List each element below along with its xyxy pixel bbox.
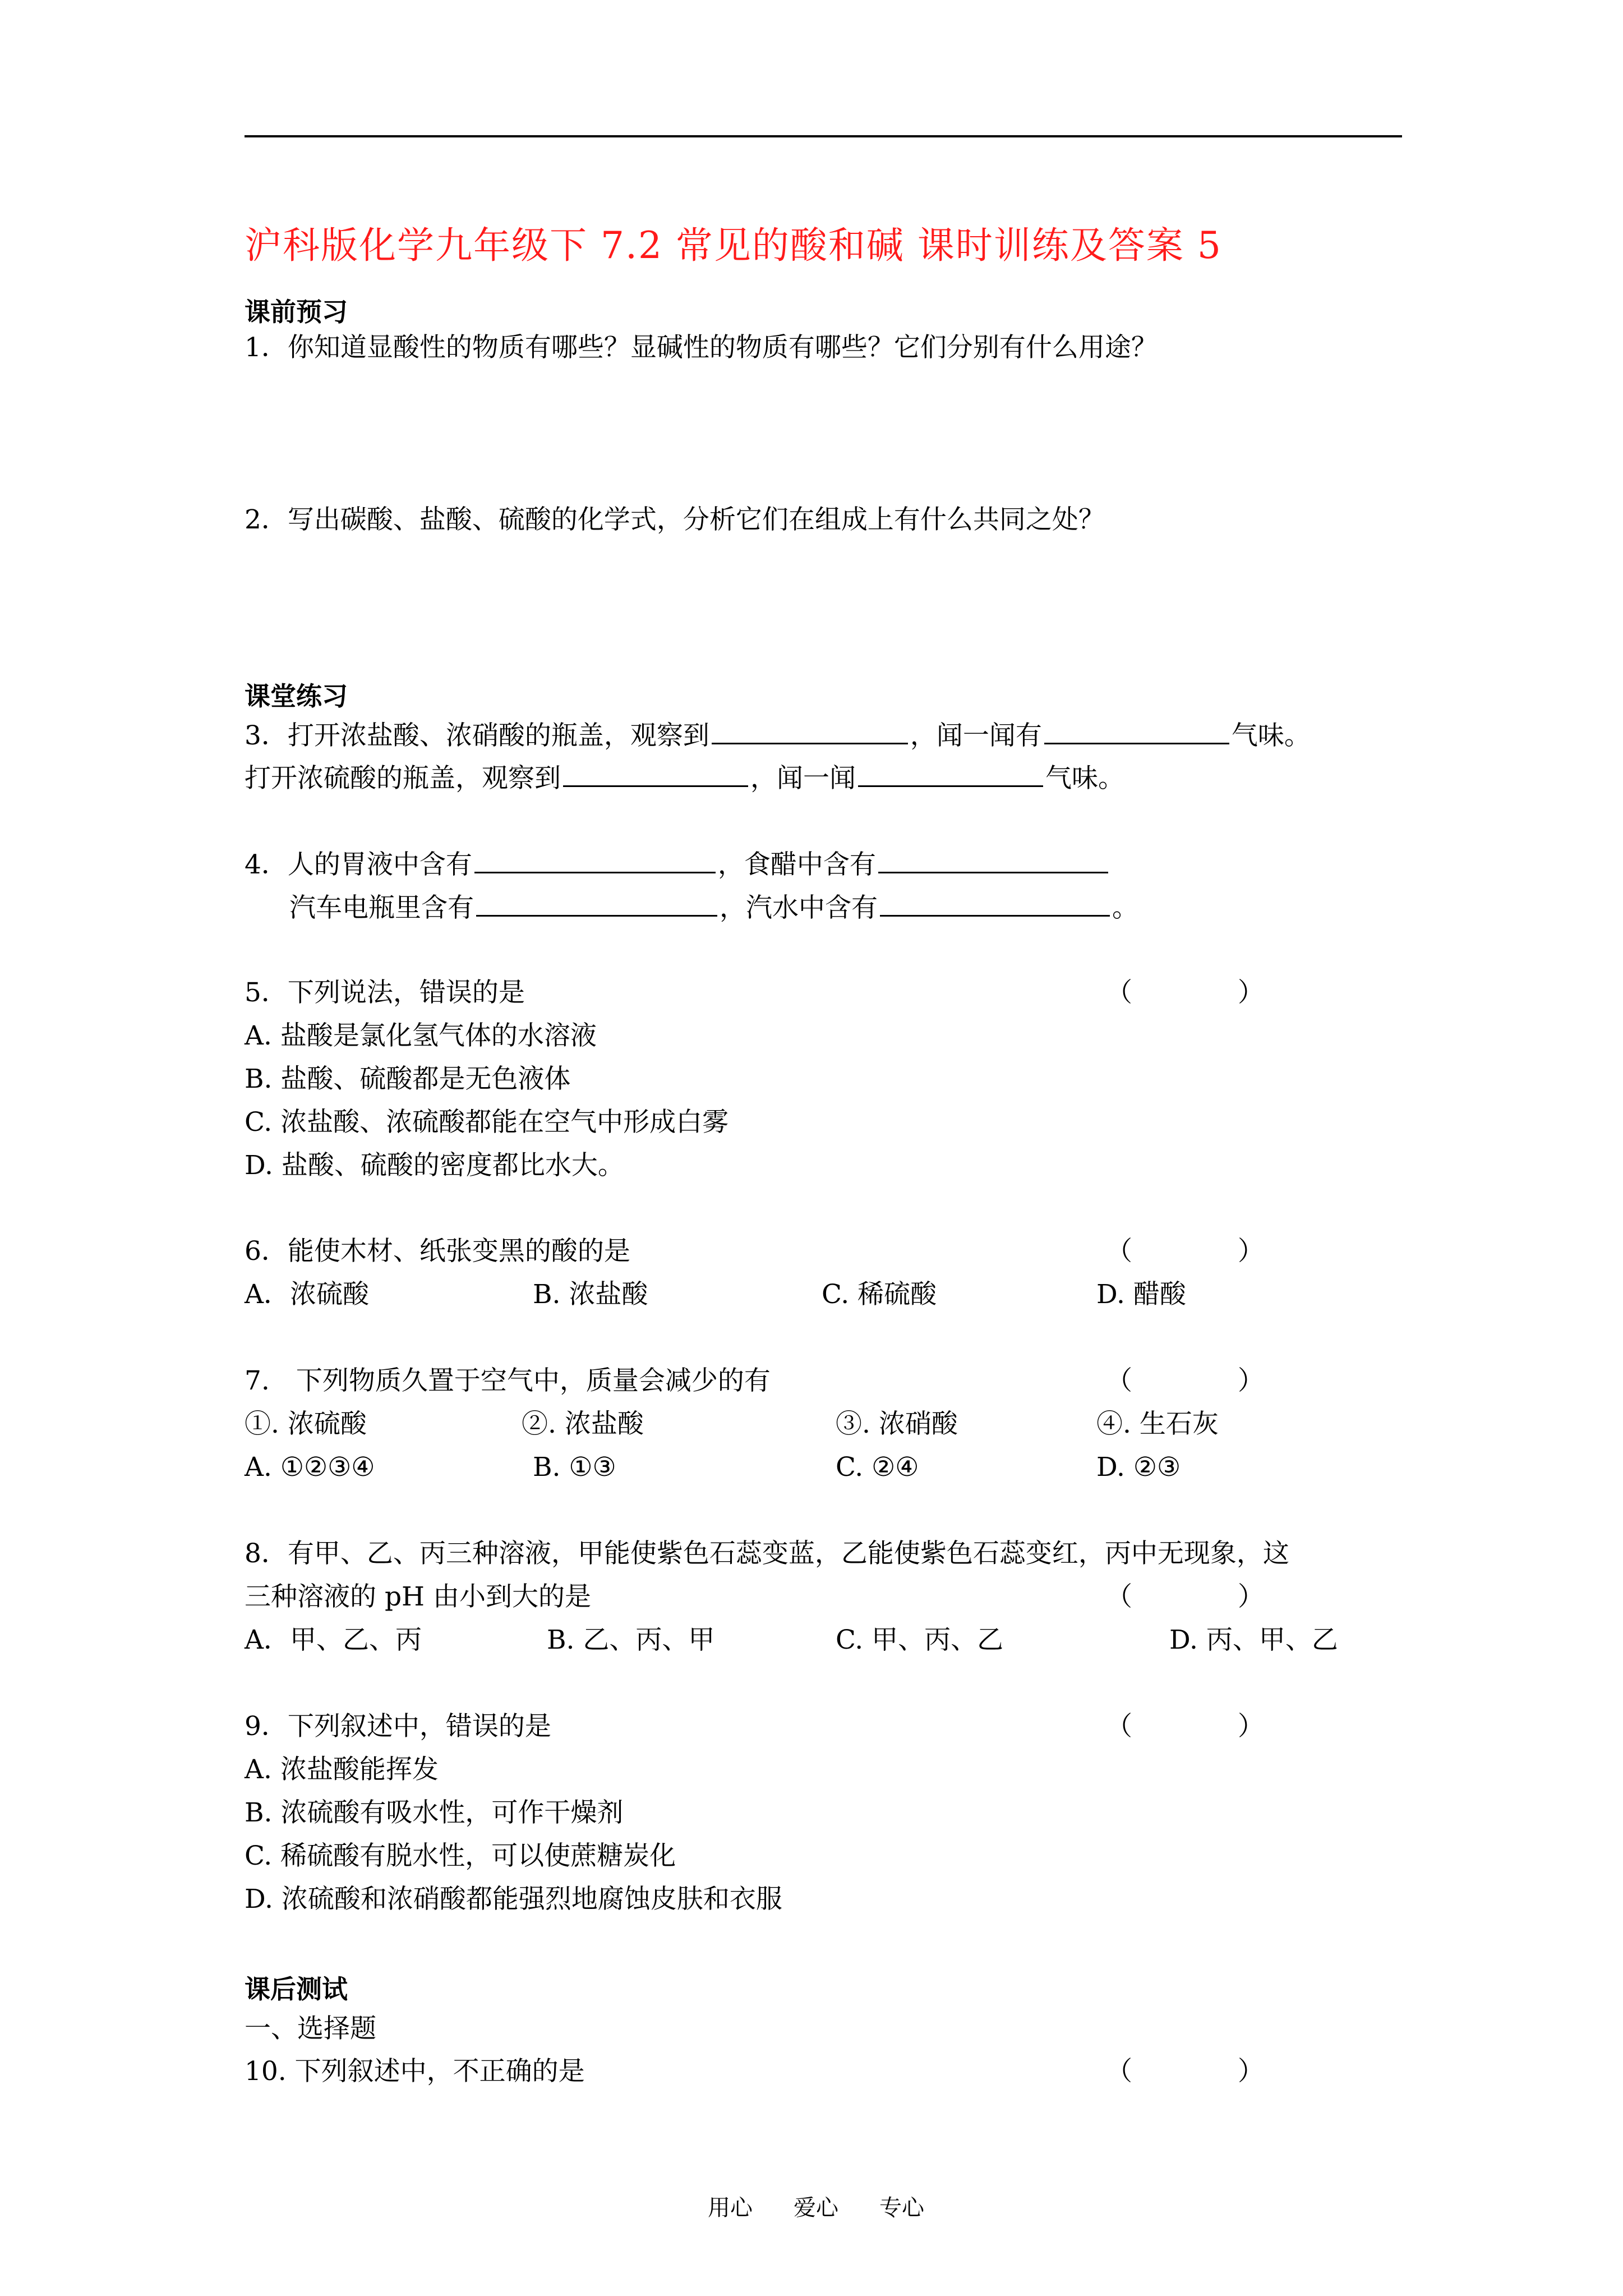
question-3-line-1 bbox=[245, 718, 1311, 753]
q3-text-e: ，闻一闻 bbox=[750, 763, 856, 794]
q8-option-a: A．甲、乙、丙 bbox=[245, 1625, 422, 1655]
question-4-line-2 bbox=[289, 890, 1138, 925]
q4-text-e: 。 bbox=[1112, 892, 1138, 923]
q9-option-d: D. 浓硫酸和浓硝酸都能强烈地腐蚀皮肤和衣服 bbox=[245, 1884, 782, 1915]
q6-answer-paren[interactable]: （ ） bbox=[1106, 1236, 1264, 1267]
q3-text-a: 3．打开浓盐酸、浓硝酸的瓶盖，观察到 bbox=[245, 720, 709, 751]
question-7-stem: 7. 下列物质久置于空气中，质量会减少的有 bbox=[245, 1365, 771, 1396]
q6-option-c: C. 稀硫酸 bbox=[822, 1279, 937, 1310]
q7-item-2: ②. 浓盐酸 bbox=[522, 1409, 644, 1439]
q7-option-a: A. ①②③④ bbox=[245, 1452, 375, 1483]
q8-option-c: C. 甲、丙、乙 bbox=[836, 1625, 1004, 1655]
footer-word-3: 专心 bbox=[879, 2195, 924, 2221]
q5-option-b: B. 盐酸、硫酸都是无色液体 bbox=[245, 1064, 571, 1094]
question-1: 1．你知道显酸性的物质有哪些？显碱性的物质有哪些？它们分别有什么用途？ bbox=[245, 332, 1158, 363]
q4-blank-1[interactable] bbox=[474, 847, 716, 873]
q8-answer-paren[interactable]: （ ） bbox=[1106, 1581, 1264, 1612]
q3-blank-3[interactable] bbox=[563, 761, 748, 787]
q3-blank-2[interactable] bbox=[1044, 718, 1229, 744]
q6-option-d: D. 醋酸 bbox=[1096, 1279, 1186, 1310]
question-8-line-1: 8．有甲、乙、丙三种溶液，甲能使紫色石蕊变蓝，乙能使紫色石蕊变红，丙中无现象，这 bbox=[245, 1538, 1289, 1569]
question-8-line-2: 三种溶液的 pH 由小到大的是 bbox=[245, 1581, 591, 1612]
q5-option-a: A. 盐酸是氯化氢气体的水溶液 bbox=[245, 1020, 597, 1051]
q3-text-f: 气味。 bbox=[1045, 763, 1124, 794]
q10-answer-paren[interactable]: （ ） bbox=[1106, 2056, 1264, 2087]
section-post-heading: 课后测试 bbox=[245, 1974, 348, 2004]
q6-option-b: B. 浓盐酸 bbox=[533, 1279, 648, 1310]
q4-text-b: ，食醋中含有 bbox=[717, 849, 876, 880]
question-10-stem: 10. 下列叙述中，不正确的是 bbox=[245, 2056, 585, 2087]
q3-text-d: 打开浓硫酸的瓶盖，观察到 bbox=[245, 763, 561, 794]
q3-blank-1[interactable] bbox=[712, 718, 908, 744]
footer-word-1: 用心 bbox=[708, 2195, 753, 2221]
q9-option-a: A. 浓盐酸能挥发 bbox=[245, 1754, 439, 1785]
q3-blank-4[interactable] bbox=[858, 761, 1043, 787]
section-pre-heading: 课前预习 bbox=[245, 297, 348, 327]
q9-option-c: C. 稀硫酸有脱水性，可以使蔗糖炭化 bbox=[245, 1841, 676, 1871]
page-title: 沪科版化学九年级下 7.2 常见的酸和碱 课时训练及答案 5 bbox=[245, 224, 1222, 267]
q7-item-3: ③. 浓硝酸 bbox=[836, 1409, 958, 1439]
question-2: 2．写出碳酸、盐酸、硫酸的化学式，分析它们在组成上有什么共同之处？ bbox=[245, 504, 1105, 535]
q5-option-c: C. 浓盐酸、浓硫酸都能在空气中形成白雾 bbox=[245, 1107, 729, 1138]
q3-text-c: 气味。 bbox=[1231, 720, 1311, 751]
header-rule bbox=[245, 135, 1402, 137]
question-3-line-2 bbox=[245, 761, 1124, 795]
question-4-line-1 bbox=[245, 847, 1110, 882]
q5-option-d: D. 盐酸、硫酸的密度都比水大。 bbox=[245, 1150, 624, 1181]
q4-blank-2[interactable] bbox=[878, 847, 1108, 873]
question-9-stem: 9．下列叙述中，错误的是 bbox=[245, 1711, 551, 1742]
q4-blank-3[interactable] bbox=[476, 890, 717, 917]
section-class-heading: 课堂练习 bbox=[245, 681, 348, 711]
q8-option-b: B. 乙、丙、甲 bbox=[547, 1625, 715, 1655]
q7-option-c: C. ②④ bbox=[836, 1452, 919, 1483]
q9-answer-paren[interactable]: （ ） bbox=[1106, 1711, 1264, 1742]
question-5-stem: 5．下列说法，错误的是 bbox=[245, 977, 525, 1008]
q6-option-a: A．浓硫酸 bbox=[245, 1279, 369, 1310]
q7-item-1: ①. 浓硫酸 bbox=[245, 1409, 367, 1439]
q9-option-b: B. 浓硫酸有吸水性，可作干燥剂 bbox=[245, 1797, 624, 1828]
q3-text-b: ，闻一闻有 bbox=[910, 720, 1042, 751]
q4-text-c: 汽车电瓶里含有 bbox=[289, 892, 474, 923]
q4-blank-4[interactable] bbox=[880, 890, 1110, 917]
q4-text-d: ，汽水中含有 bbox=[720, 892, 878, 923]
post-subheading: 一、选择题 bbox=[245, 2013, 376, 2044]
question-6-stem: 6．能使木材、纸张变黑的酸的是 bbox=[245, 1236, 630, 1267]
q7-option-b: B. ①③ bbox=[533, 1452, 616, 1483]
q7-option-d: D. ②③ bbox=[1096, 1452, 1181, 1483]
q8-option-d: D. 丙、甲、乙 bbox=[1169, 1625, 1338, 1655]
q5-answer-paren[interactable]: （ ） bbox=[1106, 977, 1264, 1008]
q4-text-a: 4．人的胃液中含有 bbox=[245, 849, 472, 880]
q7-item-4: ④. 生石灰 bbox=[1096, 1409, 1219, 1439]
footer-word-2: 爱心 bbox=[794, 2195, 838, 2221]
q7-answer-paren[interactable]: （ ） bbox=[1106, 1365, 1264, 1396]
